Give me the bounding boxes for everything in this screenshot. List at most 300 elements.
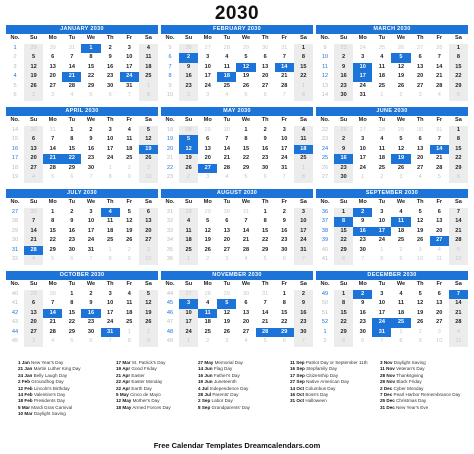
day-cell: 26	[204, 246, 211, 253]
day-cell: 9	[282, 218, 286, 224]
weekday-header: We	[86, 117, 96, 123]
day-cell: 24	[294, 236, 313, 246]
day-cell: 9	[89, 300, 93, 306]
day-cell: 20	[417, 73, 424, 79]
day-cell: 4	[24, 173, 43, 183]
day-cell: 2	[399, 246, 403, 253]
day-cell: 2	[127, 246, 131, 253]
week-number: 5	[168, 44, 172, 51]
holiday-name: New Year's Eve	[396, 404, 429, 410]
holiday-name: Valentine's Day	[33, 392, 66, 398]
day-cell: 25	[397, 237, 405, 243]
holiday-date: 16 Jun	[198, 372, 213, 378]
day-cell: 4	[449, 328, 468, 338]
holiday-day-cell: 4	[101, 208, 120, 218]
day-cell: 31	[49, 126, 56, 133]
day-cell: 22	[449, 72, 468, 82]
day-cell: 22	[68, 319, 75, 325]
holiday-date: 12 May	[116, 398, 132, 404]
day-cell: 29	[242, 44, 250, 51]
month-calendar	[6, 107, 158, 186]
day-cell: 3	[361, 136, 365, 142]
day-cell: 5	[51, 256, 55, 262]
weekday-header: Su	[184, 117, 193, 123]
day-cell: 6	[418, 54, 422, 60]
holiday-date: 10 Mar	[18, 411, 33, 417]
week-number: 38	[321, 227, 329, 234]
day-cell: 6	[437, 290, 441, 297]
weekday-header: Sa	[454, 199, 462, 205]
day-cell: 10	[107, 136, 114, 142]
day-cell: 7	[294, 255, 313, 265]
day-cell: 31	[68, 44, 75, 51]
day-cell: 16	[179, 72, 198, 82]
holiday-name: Native American Day	[306, 379, 349, 385]
holiday-name: Memorial Day	[214, 360, 243, 365]
day-cell: 25	[204, 328, 211, 335]
day-cell: 14	[223, 145, 230, 152]
day-cell: 21	[436, 73, 443, 79]
day-cell: 19	[179, 154, 198, 164]
month-calendar	[6, 271, 158, 350]
day-cell: 9	[334, 63, 353, 73]
holiday-date: 3 Nov	[380, 360, 393, 365]
holiday-column	[380, 360, 470, 411]
day-cell: 1	[294, 44, 313, 54]
week-number: 22	[321, 126, 329, 133]
day-cell: 3	[418, 92, 422, 98]
day-cell: 19	[397, 73, 405, 79]
week-number: 1	[323, 328, 327, 335]
holiday-column	[198, 360, 288, 411]
day-cell: 6	[70, 256, 74, 262]
day-cell: 28	[68, 82, 75, 89]
month-title: SEPTEMBER 2030	[316, 189, 468, 198]
day-cell: 8	[139, 91, 158, 101]
weekday-header: Tu	[68, 117, 76, 123]
week-number: 15	[11, 136, 19, 142]
day-cell: 8	[70, 136, 74, 142]
week-number: 21	[166, 155, 174, 161]
day-cell: 29	[87, 82, 95, 89]
day-cell: 29	[334, 328, 353, 338]
weekday-header: Sa	[299, 281, 307, 287]
week-number: 19	[11, 174, 19, 180]
weekday-header: Sa	[144, 35, 152, 41]
day-cell: 30	[24, 126, 43, 136]
week-number-header: No.	[165, 281, 175, 287]
week-number: 43	[11, 319, 19, 325]
day-cell: 5	[263, 256, 267, 262]
day-cell: 4	[225, 92, 229, 98]
day-cell: 17	[294, 227, 313, 237]
holiday-day-cell: 27	[198, 164, 217, 174]
week-number-header: No.	[165, 199, 175, 205]
day-cell: 29	[204, 126, 211, 133]
day-cell: 22	[449, 154, 468, 164]
weekday-header: We	[86, 199, 96, 205]
day-cell: 20	[436, 309, 443, 316]
day-cell: 10	[359, 145, 366, 152]
day-cell: 28	[436, 164, 443, 171]
day-cell: 30	[242, 290, 250, 297]
day-cell: 24	[378, 237, 385, 243]
day-cell: 26	[397, 82, 405, 89]
day-cell: 30	[24, 208, 43, 218]
holiday-date: 7 Dec	[380, 392, 393, 398]
day-cell: 1	[294, 164, 313, 174]
day-cell: 9	[139, 337, 158, 347]
day-cell: 7	[70, 54, 74, 60]
weekday-header: Fr	[126, 281, 133, 287]
day-cell: 7	[24, 217, 43, 227]
weekday-header: Th	[416, 117, 424, 123]
day-cell: 5	[263, 338, 267, 344]
holiday-date: 14 Oct	[290, 385, 305, 391]
weekday-header: Mo	[203, 281, 212, 287]
holiday-day-cell: 27	[430, 236, 449, 246]
weekday-header: We	[396, 117, 406, 123]
weekday-header: Th	[416, 35, 424, 41]
holiday-name: Thanksgiving	[396, 372, 424, 378]
day-cell: 22	[334, 236, 353, 246]
day-cell: 16	[281, 227, 288, 234]
day-cell: 23	[179, 82, 198, 92]
holiday-name: Mother's Day	[132, 398, 160, 404]
week-number-header: No.	[10, 281, 20, 287]
day-cell: 7	[51, 300, 55, 306]
day-cell: 30	[87, 164, 95, 171]
weekday-header: Su	[29, 199, 38, 205]
week-number-header: No.	[320, 117, 330, 123]
week-number: 28	[11, 218, 19, 224]
day-cell: 29	[397, 126, 405, 133]
weekday-header: We	[396, 35, 406, 41]
weekday-header: We	[241, 117, 251, 123]
holiday-column	[290, 360, 380, 405]
day-cell: 3	[51, 92, 55, 98]
month-title: JANUARY 2030	[6, 25, 158, 34]
holiday-name: Stepfamily Day	[306, 366, 337, 372]
week-number: 45	[166, 300, 174, 306]
holiday-name: Easter Monday	[131, 379, 163, 385]
day-cell: 9	[89, 136, 93, 142]
holiday-column	[116, 360, 209, 411]
day-cell: 7	[51, 136, 55, 142]
day-cell: 1	[380, 246, 384, 253]
week-number: 20	[166, 145, 174, 152]
weekday-header: Tu	[378, 281, 386, 287]
day-cell: 9	[70, 218, 74, 224]
day-cell: 18	[179, 236, 198, 246]
holiday-date: 24 Jan	[18, 372, 33, 378]
day-cell: 3	[24, 337, 43, 347]
holiday-date: 18 Feb	[18, 398, 33, 404]
day-cell: 26	[417, 319, 424, 325]
holiday-entry	[380, 405, 470, 411]
holiday-date: 21 Apr	[116, 372, 131, 378]
weekday-header: Sa	[299, 199, 307, 205]
day-cell: 13	[204, 145, 211, 152]
week-number: 7	[168, 63, 172, 70]
day-cell: 7	[380, 338, 384, 344]
day-cell: 11	[378, 145, 385, 152]
holiday-date: 28 Nov	[380, 372, 396, 378]
weekday-header: Su	[184, 199, 193, 205]
day-cell: 23	[68, 237, 75, 243]
holiday-date: 31 Oct	[290, 398, 305, 404]
day-cell: 4	[294, 126, 313, 136]
day-cell: 3	[89, 208, 93, 215]
weekday-header: Th	[106, 117, 114, 123]
day-cell: 29	[68, 164, 75, 171]
day-cell: 5	[449, 246, 468, 256]
day-cell: 10	[126, 54, 133, 60]
day-cell: 4	[399, 290, 403, 297]
weekday-header: We	[396, 281, 406, 287]
day-cell: 4	[70, 92, 74, 98]
holiday-name: Armed Forces Day	[132, 404, 171, 410]
day-cell: 15	[294, 63, 313, 73]
day-cell: 7	[225, 136, 229, 142]
day-cell: 4	[51, 338, 55, 344]
day-cell: 5	[24, 53, 43, 63]
day-cell: 1	[70, 290, 74, 297]
weekday-header: Tu	[68, 281, 76, 287]
day-cell: 26	[126, 237, 133, 243]
day-cell: 28	[449, 236, 468, 246]
day-cell: 6	[225, 218, 229, 224]
holiday-name: Lincoln's Birthday	[33, 385, 70, 391]
holiday-day-cell: 5	[391, 53, 410, 63]
week-number: 22	[166, 164, 174, 171]
week-number: 5	[13, 82, 17, 89]
week-number-header: No.	[320, 199, 330, 205]
day-cell: 1	[179, 255, 198, 265]
day-cell: 30	[359, 328, 366, 335]
holiday-name: Citizenship Day	[306, 372, 339, 378]
day-cell: 23	[107, 73, 114, 79]
day-cell: 8	[294, 53, 313, 63]
day-cell: 20	[24, 318, 43, 328]
day-cell: 2	[399, 92, 403, 98]
month-title: MAY 2030	[161, 107, 313, 116]
day-cell: 7	[437, 136, 441, 142]
week-number: 2	[13, 54, 17, 60]
holiday-date: 5 Mar	[18, 404, 31, 410]
day-cell: 1	[51, 208, 55, 215]
day-cell: 5	[139, 290, 158, 300]
day-cell: 19	[139, 309, 158, 319]
day-cell: 19	[242, 73, 250, 79]
weekday-header: Fr	[436, 35, 443, 41]
day-cell: 6	[89, 338, 93, 344]
week-number: 18	[166, 126, 174, 133]
day-cell: 23	[334, 164, 353, 174]
holiday-date: 4 Jul	[198, 385, 209, 391]
holiday-date: 31 Dec	[380, 404, 395, 410]
day-cell: 23	[87, 319, 95, 325]
holiday-name: Cyber Monday	[393, 385, 424, 391]
day-cell: 8	[89, 54, 93, 60]
day-cell: 31	[262, 290, 269, 297]
holiday-date: 14 Feb	[18, 392, 33, 398]
day-cell: 21	[281, 73, 288, 79]
week-number: 42	[11, 309, 19, 316]
week-number: 51	[321, 309, 329, 316]
day-cell: 20	[223, 237, 230, 243]
day-cell: 1	[449, 126, 468, 136]
holiday-day-cell: 24	[120, 72, 139, 82]
week-number: 48	[166, 328, 174, 335]
day-cell: 10	[107, 300, 114, 306]
day-cell: 12	[223, 309, 230, 316]
day-cell: 4	[225, 54, 229, 60]
day-cell: 17	[378, 309, 385, 316]
day-cell: 13	[24, 145, 43, 155]
holiday-name: Labor Day	[211, 398, 233, 404]
day-cell: 18	[397, 309, 405, 316]
weekday-header: Sa	[144, 281, 152, 287]
holiday-name: New Year's Day	[31, 360, 64, 365]
day-cell: 12	[449, 255, 468, 265]
day-cell: 29	[242, 164, 250, 171]
holiday-entry	[116, 405, 206, 411]
day-cell: 20	[262, 73, 269, 79]
day-cell: 2	[24, 91, 43, 101]
day-cell: 21	[223, 155, 230, 161]
day-cell: 20	[417, 155, 424, 161]
day-cell: 13	[223, 227, 230, 234]
day-cell: 26	[139, 318, 158, 328]
holiday-day-cell: 14	[43, 309, 62, 319]
holiday-day-cell: 31	[372, 328, 391, 338]
holiday-entry	[198, 405, 288, 411]
day-cell: 27	[179, 290, 198, 300]
day-cell: 6	[51, 54, 55, 60]
holiday-date: 11 Nov	[380, 366, 395, 372]
day-cell: 3	[380, 208, 384, 215]
day-cell: 18	[126, 145, 133, 152]
holiday-name: Mardi Gras Carnival	[31, 404, 73, 410]
day-cell: 14	[449, 299, 468, 309]
holiday-day-cell: 5	[217, 299, 236, 309]
day-cell: 1	[108, 164, 112, 171]
day-cell: 23	[359, 319, 366, 325]
holiday-date: 27 May	[198, 360, 214, 365]
holiday-day-cell: 14	[275, 63, 294, 73]
weekday-header: Th	[261, 35, 269, 41]
day-cell: 23	[262, 155, 269, 161]
day-cell: 2	[127, 164, 131, 171]
day-cell: 31	[126, 82, 133, 89]
day-cell: 28	[223, 44, 230, 51]
holiday-name: Flag Day	[213, 366, 233, 372]
day-cell: 12	[126, 218, 133, 224]
day-cell: 28	[436, 44, 443, 51]
day-cell: 14	[49, 145, 56, 152]
month-day-grid	[161, 116, 313, 183]
day-cell: 4	[206, 300, 210, 306]
day-cell: 11	[179, 227, 198, 237]
day-cell: 2	[206, 338, 210, 344]
week-number: 35	[166, 246, 174, 253]
day-cell: 6	[282, 338, 286, 344]
day-cell: 3	[225, 338, 229, 344]
month-calendar	[161, 107, 313, 186]
weekday-header: Sa	[454, 35, 462, 41]
day-cell: 6	[334, 255, 353, 265]
weekday-header: Su	[339, 281, 348, 287]
day-cell: 24	[359, 44, 366, 51]
week-number: 10	[166, 92, 174, 98]
day-cell: 3	[380, 290, 384, 297]
day-cell: 15	[49, 227, 56, 234]
holiday-date: 22 Apr	[116, 385, 131, 391]
holiday-entry	[18, 411, 108, 417]
holiday-day-cell: 24	[372, 318, 391, 328]
day-cell: 16	[359, 309, 366, 316]
day-cell: 29	[24, 44, 43, 54]
day-cell: 4	[127, 290, 131, 297]
day-cell: 12	[139, 135, 158, 145]
day-cell: 18	[107, 227, 114, 234]
day-cell: 26	[397, 164, 405, 171]
weekday-header: Th	[106, 199, 114, 205]
day-cell: 3	[139, 246, 158, 256]
holiday-name: Pearl Harbor Remembrance Day	[393, 392, 461, 398]
day-cell: 11	[449, 337, 468, 347]
holiday-name: Daylight Saving	[33, 411, 66, 417]
day-cell: 24	[87, 237, 95, 243]
day-cell: 22	[49, 237, 56, 243]
week-number: 23	[321, 136, 329, 142]
day-cell: 17	[204, 73, 211, 79]
holiday-name: Black Friday	[396, 379, 422, 385]
day-cell: 25	[107, 237, 114, 243]
holiday-name: Parents' Day	[212, 392, 239, 398]
day-cell: 12	[417, 300, 424, 306]
day-cell: 2	[418, 328, 422, 335]
day-cell: 29	[49, 246, 56, 253]
holiday-day-cell: 18	[217, 72, 236, 82]
weekday-header: Mo	[203, 117, 212, 123]
day-cell: 2	[334, 53, 353, 63]
weekday-header: Sa	[454, 281, 462, 287]
week-number-header: No.	[320, 35, 330, 41]
weekday-header: Mo	[203, 199, 212, 205]
day-cell: 2	[282, 208, 286, 215]
day-cell: 17	[281, 145, 288, 152]
holiday-date: 2 Sep	[198, 398, 211, 404]
day-cell: 7	[263, 300, 267, 306]
week-number: 46	[166, 309, 174, 316]
holiday-date: 19 Jun	[198, 379, 213, 385]
day-cell: 5	[244, 174, 248, 180]
day-cell: 17	[107, 145, 114, 152]
month-calendar	[6, 25, 158, 104]
day-cell: 27	[204, 44, 211, 51]
day-cell: 19	[126, 227, 133, 234]
day-cell: 11	[398, 300, 404, 306]
week-number: 2	[323, 338, 327, 344]
day-cell: 9	[361, 300, 365, 306]
month-title: MARCH 2030	[316, 25, 468, 34]
holiday-day-cell: 7	[449, 290, 468, 300]
week-number: 49	[321, 290, 329, 297]
day-cell: 25	[294, 154, 313, 164]
day-cell: 2	[334, 135, 353, 145]
